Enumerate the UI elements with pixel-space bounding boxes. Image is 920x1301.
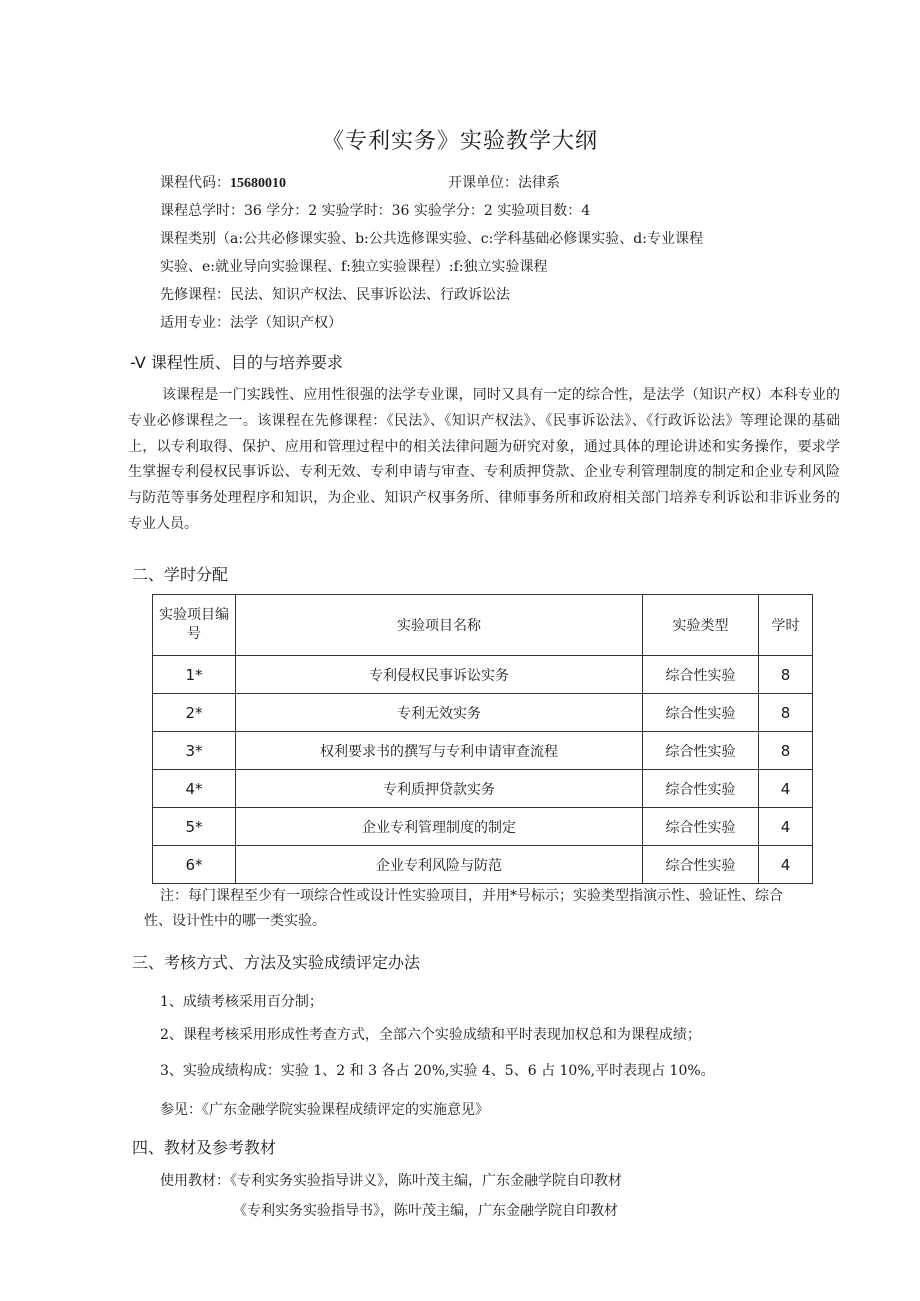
table-note-text: 注：每门课程至少有一项综合性或设计性实验项目，并用*号标示；实验类型指演示性、验证性、综合性、设计性中的哪一类实验。 [144, 888, 783, 929]
assessment-item-3: 3、实验成绩构成：实验 1、2 和 3 各占 20%,实验 4、5、6 占 10%,平时表现占 10%。 [160, 1063, 715, 1079]
section2-heading: 二、学时分配 [132, 565, 229, 584]
course-hours: 课程总学时：36 学分：2 实验学时：36 实验学分：2 实验项目数：4 [160, 203, 591, 219]
header-project-name: 实验项目名称 [236, 595, 643, 656]
cell-no: 1* [153, 656, 236, 694]
textbook-line-1: 使用教材：《专利实务实验指导讲义》，陈叶茂主编，广东金融学院自印教材 [160, 1173, 622, 1189]
course-major: 适用专业：法学（知识产权） [160, 315, 342, 331]
assessment-item-2: 2、课程考核采用形成性考查方式，全部六个实验成绩和平时表现加权总和为课程成绩； [160, 1027, 701, 1043]
table-row [153, 846, 813, 884]
table-row [153, 656, 813, 694]
header-project-type: 实验类型 [643, 595, 759, 656]
cell-type: 综合性实验 [643, 808, 759, 846]
cell-name: 专利质押贷款实务 [236, 770, 643, 808]
table-row [153, 732, 813, 770]
course-unit: 开课单位：法律系 [448, 175, 560, 191]
table-row [153, 808, 813, 846]
cell-no: 5* [153, 808, 236, 846]
cell-hours: 8 [759, 694, 813, 732]
cell-no: 2* [153, 694, 236, 732]
cell-type: 综合性实验 [643, 694, 759, 732]
cell-type: 综合性实验 [643, 770, 759, 808]
table-row [153, 770, 813, 808]
section1-paragraph: 该课程是一门实践性、应用性很强的法学专业课，同时又具有一定的综合性，是法学（知识产权）本科专业的专业必修课程之一。该课程在先修课程：《民法》、《知识产权法》、《民事诉讼法》、《行政诉讼法》等理论课的基础上，以专利取得、保护、应用和管理过程中的相关法律问题为研究对象，通过具体的理论讲述和实务操作，要求学生掌握专利侵权民事诉讼、专利无效、专利申请与审查、专利质押贷款、企业专利管理制度的制定和企业专利风险与防范等事务处理程序和知识，为企业、知识产权事务所、律师事务所和政府相关部门培养专利诉讼和非诉业务的专业人员。 [128, 387, 840, 532]
course-code-label: 课程代码： [160, 175, 230, 191]
page-title: 《专利实务》实验教学大纲 [321, 129, 598, 154]
section1-body [128, 383, 840, 538]
cell-name: 权利要求书的撰写与专利申请审查流程 [236, 732, 643, 770]
cell-no: 4* [153, 770, 236, 808]
cell-type: 综合性实验 [643, 656, 759, 694]
cell-type: 综合性实验 [643, 732, 759, 770]
cell-type: 综合性实验 [643, 846, 759, 884]
cell-hours: 4 [759, 770, 813, 808]
textbook-line-2: 《专利实务实验指导书》，陈叶茂主编，广东金融学院自印教材 [233, 1203, 618, 1219]
section4-heading: 四、教材及参考教材 [132, 1138, 277, 1157]
header-project-no: 实验项目编号 [153, 595, 236, 656]
section1-heading: -V 课程性质、目的与培养要求 [130, 353, 343, 372]
cell-hours: 8 [759, 656, 813, 694]
assessment-reference: 参见：《广东金融学院实验课程成绩评定的实施意见》 [160, 1102, 489, 1118]
table-header-row [153, 595, 813, 656]
course-prerequisites: 先修课程：民法、知识产权法、民事诉讼法、行政诉讼法 [160, 287, 510, 303]
course-category-line1: 课程类别（a:公共必修课实验、b:公共选修课实验、c:学科基础必修课实验、d:专业课程 [160, 231, 703, 247]
hours-table [152, 594, 813, 884]
cell-hours: 4 [759, 808, 813, 846]
header-hours: 学时 [759, 595, 813, 656]
assessment-item-1: 1、成绩考核采用百分制； [160, 994, 323, 1010]
cell-hours: 4 [759, 846, 813, 884]
table-row [153, 694, 813, 732]
cell-name: 专利无效实务 [236, 694, 643, 732]
course-code [160, 172, 286, 192]
cell-name: 企业专利风险与防范 [236, 846, 643, 884]
section3-heading: 三、考核方式、方法及实验成绩评定办法 [132, 953, 421, 972]
cell-name: 企业专利管理制度的制定 [236, 808, 643, 846]
course-category-line2: 实验、e:就业导向实验课程、f:独立实验课程）:f:独立实验课程 [160, 259, 548, 275]
cell-no: 3* [153, 732, 236, 770]
cell-no: 6* [153, 846, 236, 884]
cell-hours: 8 [759, 732, 813, 770]
table-note [144, 884, 810, 934]
cell-name: 专利侵权民事诉讼实务 [236, 656, 643, 694]
course-code-value: 15680010 [230, 176, 286, 191]
